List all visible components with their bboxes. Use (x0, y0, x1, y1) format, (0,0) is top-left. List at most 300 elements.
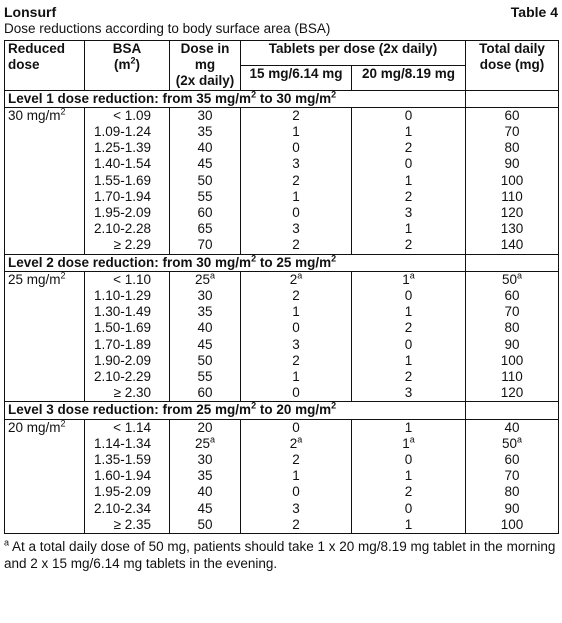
cell-total (466, 452, 559, 468)
table-row (5, 140, 559, 156)
cell-tab15-value: 2 (292, 452, 300, 468)
col-dose-label: Dose in mg (180, 41, 230, 73)
cell-tab15-value: 0 (292, 205, 300, 221)
table-row (5, 205, 559, 221)
cell-reduced-dose (5, 436, 85, 452)
col-dose-sub: (2x daily) (175, 73, 235, 89)
cell-bsa: ≥ 2.30 (85, 385, 170, 402)
cell-dose (170, 156, 241, 172)
cell-total (466, 517, 559, 534)
cell-tab20 (352, 173, 466, 189)
cell-tab15 (241, 468, 352, 484)
cell-tab15-value: 2 (292, 107, 300, 123)
cell-total-value: 80 (504, 320, 520, 336)
col-total: Total daily dose (mg) (466, 41, 559, 91)
table-row (5, 173, 559, 189)
cell-total (466, 189, 559, 205)
cell-dose (170, 484, 241, 500)
table-row (5, 468, 559, 484)
cell-total-value: 100 (500, 172, 524, 188)
cell-dose-value: 40 (197, 320, 213, 336)
footnote-ref: a (409, 434, 415, 445)
reduced-dose-text: 30 mg/m (8, 107, 61, 123)
cell-tab20 (352, 304, 466, 320)
cell-dose-value: 45 (197, 336, 213, 352)
cell-total-value: 60 (504, 452, 520, 468)
cell-bsa: 2.10-2.34 (85, 501, 170, 517)
cell-total-value: 50 (501, 271, 517, 287)
cell-bsa: < 1.14 (85, 419, 170, 436)
cell-total (466, 156, 559, 172)
cell-total (466, 501, 559, 517)
cell-bsa: ≥ 2.35 (85, 517, 170, 534)
cell-total (466, 271, 559, 288)
col-bsa-unit-sup: 2 (130, 55, 136, 66)
cell-reduced-dose (5, 237, 85, 254)
cell-tab20 (352, 107, 466, 124)
level-title-pre: Level 3 dose reduction: from 25 mg/m (8, 402, 252, 418)
cell-tab15-value: 2 (292, 516, 300, 532)
cell-reduced-dose (5, 501, 85, 517)
cell-dose (170, 189, 241, 205)
cell-bsa: 1.14-1.34 (85, 436, 170, 452)
cell-tab20 (352, 468, 466, 484)
cell-dose-value: 30 (197, 452, 213, 468)
cell-tab20-value: 1 (404, 352, 413, 368)
level-title-mid: to 30 mg/m (256, 90, 332, 106)
cell-tab20-value: 0 (404, 288, 413, 304)
cell-tab15-value: 0 (292, 419, 300, 435)
cell-total (466, 320, 559, 336)
cell-dose-value: 45 (197, 156, 213, 172)
cell-tab15 (241, 288, 352, 304)
level-title (5, 254, 466, 271)
reduced-dose-text: 25 mg/m (8, 271, 61, 287)
level-title-blank (466, 90, 559, 107)
cell-bsa: 1.95-2.09 (85, 484, 170, 500)
cell-dose (170, 205, 241, 221)
cell-tab20-value: 2 (404, 320, 413, 336)
cell-tab20-value: 2 (404, 140, 413, 156)
cell-dose (170, 385, 241, 402)
footnote-ref: a (297, 270, 303, 281)
footnote-mark: a (4, 537, 10, 548)
cell-tab15-value: 2 (292, 288, 300, 304)
cell-total-value: 120 (500, 385, 524, 401)
cell-dose (170, 501, 241, 517)
cell-reduced-dose (5, 124, 85, 140)
cell-total-value: 80 (504, 484, 520, 500)
cell-total (466, 436, 559, 452)
cell-dose (170, 173, 241, 189)
cell-tab15-value: 2 (289, 271, 298, 287)
cell-tab15 (241, 237, 352, 254)
level-row (5, 402, 559, 419)
cell-tab15 (241, 173, 352, 189)
cell-total-value: 70 (504, 468, 520, 484)
cell-dose (170, 237, 241, 254)
cell-tab15 (241, 501, 352, 517)
cell-tab15 (241, 304, 352, 320)
table-header (4, 4, 558, 20)
cell-tab20 (352, 517, 466, 534)
cell-dose (170, 320, 241, 336)
cell-total-value: 50 (501, 435, 517, 451)
cell-total-value: 60 (504, 107, 520, 123)
reduced-dose-text: 20 mg/m (8, 419, 61, 435)
cell-tab20-value: 1 (404, 419, 413, 435)
cell-tab15-value: 3 (292, 221, 300, 237)
cell-tab20-value: 2 (404, 188, 413, 204)
cell-tab15 (241, 221, 352, 237)
cell-tab20-value: 3 (404, 385, 413, 401)
cell-tab20-value: 0 (404, 107, 413, 123)
cell-dose (170, 304, 241, 320)
col-tab15: 15 mg/6.14 mg (241, 65, 352, 90)
cell-tab20 (352, 501, 466, 517)
cell-tab20-value: 1 (402, 271, 410, 287)
cell-total (466, 369, 559, 385)
cell-tab15 (241, 517, 352, 534)
cell-bsa: 1.10-1.29 (85, 288, 170, 304)
cell-tab20-value: 1 (402, 435, 410, 451)
cell-dose-value: 35 (197, 468, 213, 484)
cell-total (466, 124, 559, 140)
cell-reduced-dose (5, 320, 85, 336)
cell-tab15 (241, 419, 352, 436)
cell-bsa: 1.70-1.89 (85, 337, 170, 353)
level-title-sup: 2 (251, 253, 257, 264)
cell-reduced-dose (5, 353, 85, 369)
cell-tab20-value: 0 (404, 452, 413, 468)
cell-tab20 (352, 140, 466, 156)
cell-reduced-dose (5, 419, 85, 436)
cell-bsa: 1.50-1.69 (85, 320, 170, 336)
footnote-ref: a (210, 270, 216, 281)
table-row (5, 288, 559, 304)
cell-total-value: 120 (500, 205, 524, 221)
level-title-pre: Level 2 dose reduction: from 30 mg/m (8, 254, 252, 270)
level-row (5, 254, 559, 271)
cell-tab15-value: 0 (292, 385, 300, 401)
cell-tab20 (352, 419, 466, 436)
reduced-dose-sup: 2 (60, 270, 66, 281)
cell-reduced-dose (5, 221, 85, 237)
cell-dose (170, 353, 241, 369)
cell-tab20-value: 1 (404, 221, 413, 237)
table-row (5, 304, 559, 320)
table-row (5, 353, 559, 369)
cell-total-value: 90 (504, 156, 520, 172)
cell-total-value: 70 (504, 124, 520, 140)
cell-tab20-value: 0 (404, 336, 413, 352)
cell-dose-value: 30 (197, 107, 213, 123)
cell-tab20 (352, 124, 466, 140)
table-row (5, 124, 559, 140)
cell-tab15 (241, 452, 352, 468)
cell-dose (170, 517, 241, 534)
level-title-sup: 2 (331, 89, 337, 100)
cell-total (466, 484, 559, 500)
cell-dose-value: 55 (197, 188, 213, 204)
cell-tab20-value: 1 (404, 124, 413, 140)
col-dose (170, 41, 241, 91)
cell-bsa: 1.70-1.94 (85, 189, 170, 205)
table-label: Table 4 (510, 4, 558, 20)
footnote-ref: a (409, 270, 415, 281)
reduced-dose-sup: 2 (60, 106, 66, 117)
cell-total-value: 110 (501, 369, 523, 385)
table-row (5, 484, 559, 500)
cell-bsa: 1.09-1.24 (85, 124, 170, 140)
cell-tab15 (241, 353, 352, 369)
cell-dose-value: 30 (197, 288, 213, 304)
table-subtitle: Dose reductions according to body surface area (BSA) (4, 21, 331, 36)
footnote-ref: a (210, 434, 216, 445)
cell-bsa: 1.30-1.49 (85, 304, 170, 320)
cell-tab15 (241, 337, 352, 353)
cell-reduced-dose (5, 156, 85, 172)
table-row (5, 501, 559, 517)
cell-tab15-value: 2 (292, 172, 300, 188)
cell-dose (170, 107, 241, 124)
cell-dose-value: 60 (197, 205, 213, 221)
cell-tab20-value: 1 (404, 516, 413, 532)
cell-dose (170, 140, 241, 156)
cell-tab15-value: 0 (292, 320, 300, 336)
cell-tab15 (241, 107, 352, 124)
cell-total (466, 107, 559, 124)
cell-tab15-value: 3 (292, 336, 300, 352)
table-row (5, 337, 559, 353)
footnote (4, 538, 558, 572)
footnote-text: At a total daily dose of 50 mg, patients should take 1 x 20 mg/8.19 mg tablet in the morning and 2 x 15 mg/6.14 mg tablets in the evening. (4, 539, 556, 572)
cell-bsa: 1.35-1.59 (85, 452, 170, 468)
cell-reduced-dose (5, 517, 85, 534)
table-row (5, 436, 559, 452)
cell-bsa: < 1.10 (85, 271, 170, 288)
cell-dose-value: 50 (197, 172, 213, 188)
cell-dose-value: 55 (197, 369, 213, 385)
cell-dose-value: 25 (194, 271, 210, 287)
cell-tab20 (352, 452, 466, 468)
cell-total (466, 237, 559, 254)
cell-reduced-dose (5, 189, 85, 205)
cell-bsa: 2.10-2.28 (85, 221, 170, 237)
cell-total (466, 353, 559, 369)
level-title (5, 90, 466, 107)
cell-dose (170, 288, 241, 304)
cell-dose-value: 65 (197, 221, 213, 237)
col-bsa (85, 41, 170, 91)
cell-dose (170, 124, 241, 140)
cell-dose (170, 337, 241, 353)
table-row (5, 156, 559, 172)
cell-tab15 (241, 124, 352, 140)
cell-total-value: 100 (500, 516, 524, 532)
cell-total-value: 130 (500, 221, 524, 237)
cell-dose-value: 35 (197, 124, 213, 140)
cell-dose (170, 271, 241, 288)
table-row (5, 237, 559, 254)
level-title-blank (466, 402, 559, 419)
cell-dose-value: 40 (197, 140, 213, 156)
level-title-sup: 2 (331, 400, 337, 411)
cell-tab20 (352, 337, 466, 353)
cell-total (466, 468, 559, 484)
cell-total-value: 70 (504, 304, 520, 320)
cell-tab20 (352, 189, 466, 205)
cell-tab20 (352, 221, 466, 237)
cell-tab15 (241, 271, 352, 288)
table-row (5, 385, 559, 402)
col-reduced-dose: Reduced dose (5, 41, 85, 91)
level-title-sup: 2 (331, 253, 337, 264)
cell-tab20 (352, 320, 466, 336)
level-row (5, 90, 559, 107)
dose-reduction-table (4, 40, 559, 534)
cell-dose-value: 60 (197, 385, 213, 401)
cell-bsa: 2.10-2.29 (85, 369, 170, 385)
cell-total (466, 173, 559, 189)
cell-dose-value: 50 (197, 516, 213, 532)
cell-bsa: 1.95-2.09 (85, 205, 170, 221)
cell-dose-value: 70 (197, 237, 213, 253)
cell-total-value: 90 (504, 336, 520, 352)
cell-total (466, 205, 559, 221)
cell-tab20-value: 0 (404, 156, 413, 172)
cell-dose (170, 221, 241, 237)
table-row (5, 320, 559, 336)
cell-tab20-value: 0 (404, 500, 413, 516)
level-title-mid: to 25 mg/m (256, 254, 332, 270)
table-row (5, 419, 559, 436)
cell-reduced-dose (5, 484, 85, 500)
cell-bsa: 1.60-1.94 (85, 468, 170, 484)
cell-reduced-dose (5, 271, 85, 288)
cell-dose-value: 20 (197, 419, 213, 435)
cell-tab20-value: 1 (404, 304, 413, 320)
level-title (5, 402, 466, 419)
cell-tab20 (352, 205, 466, 221)
cell-reduced-dose (5, 304, 85, 320)
cell-tab20 (352, 288, 466, 304)
cell-total-value: 100 (500, 352, 524, 368)
cell-tab15 (241, 385, 352, 402)
cell-tab20 (352, 156, 466, 172)
cell-total (466, 419, 559, 436)
footnote-ref: a (297, 434, 303, 445)
cell-total (466, 337, 559, 353)
cell-tab20-value: 1 (404, 468, 413, 484)
level-title-pre: Level 1 dose reduction: from 35 mg/m (8, 90, 252, 106)
cell-tab15 (241, 189, 352, 205)
cell-reduced-dose (5, 140, 85, 156)
cell-dose (170, 419, 241, 436)
cell-dose (170, 436, 241, 452)
cell-total-value: 40 (504, 419, 520, 435)
cell-bsa: 1.55-1.69 (85, 173, 170, 189)
cell-tab15 (241, 369, 352, 385)
cell-tab20 (352, 369, 466, 385)
cell-bsa: 1.40-1.54 (85, 156, 170, 172)
cell-tab15-value: 1 (292, 369, 300, 385)
cell-tab15 (241, 320, 352, 336)
cell-tab20 (352, 484, 466, 500)
cell-reduced-dose (5, 205, 85, 221)
cell-bsa: 1.90-2.09 (85, 353, 170, 369)
cell-total (466, 385, 559, 402)
cell-reduced-dose (5, 288, 85, 304)
cell-tab20-value: 2 (404, 484, 413, 500)
cell-reduced-dose (5, 369, 85, 385)
cell-reduced-dose (5, 107, 85, 124)
cell-tab20-value: 2 (404, 237, 413, 253)
col-tablets: Tablets per dose (2x daily) (241, 41, 466, 66)
cell-dose (170, 468, 241, 484)
cell-reduced-dose (5, 385, 85, 402)
table-row (5, 107, 559, 124)
col-tab20: 20 mg/8.19 mg (352, 65, 466, 90)
document (4, 4, 558, 572)
cell-total-value: 140 (500, 237, 524, 253)
cell-total-value: 110 (501, 188, 523, 204)
cell-dose (170, 369, 241, 385)
table-row (5, 517, 559, 534)
table-row (5, 221, 559, 237)
cell-tab15 (241, 436, 352, 452)
cell-bsa: < 1.09 (85, 107, 170, 124)
cell-tab20-value: 3 (404, 205, 413, 221)
cell-dose-value: 35 (197, 304, 213, 320)
cell-tab20-value: 2 (404, 369, 413, 385)
level-title-blank (466, 254, 559, 271)
cell-total (466, 140, 559, 156)
table-row (5, 369, 559, 385)
cell-dose-value: 50 (197, 352, 213, 368)
cell-total (466, 304, 559, 320)
level-title-sup: 2 (251, 400, 257, 411)
footnote-ref: a (517, 434, 523, 445)
col-bsa-unit-close: ) (135, 57, 140, 73)
cell-tab15 (241, 140, 352, 156)
cell-reduced-dose (5, 173, 85, 189)
cell-total (466, 221, 559, 237)
level-title-mid: to 20 mg/m (256, 402, 332, 418)
table-row (5, 452, 559, 468)
cell-tab15-value: 2 (292, 352, 300, 368)
cell-tab15-value: 3 (292, 500, 300, 516)
cell-tab15-value: 1 (292, 124, 300, 140)
cell-tab15-value: 1 (292, 304, 300, 320)
cell-dose-value: 45 (197, 500, 213, 516)
cell-tab15-value: 1 (292, 188, 300, 204)
cell-tab20-value: 1 (404, 172, 413, 188)
cell-total-value: 60 (504, 288, 520, 304)
drug-name: Lonsurf (4, 4, 57, 20)
reduced-dose-sup: 2 (60, 418, 66, 429)
cell-tab20 (352, 353, 466, 369)
footnote-ref: a (517, 270, 523, 281)
cell-reduced-dose (5, 468, 85, 484)
col-bsa-unit: (m (113, 57, 131, 73)
cell-dose-value: 40 (197, 484, 213, 500)
cell-tab20 (352, 271, 466, 288)
cell-tab20 (352, 385, 466, 402)
cell-tab15-value: 1 (292, 468, 300, 484)
cell-tab15-value: 2 (289, 435, 298, 451)
cell-dose (170, 452, 241, 468)
